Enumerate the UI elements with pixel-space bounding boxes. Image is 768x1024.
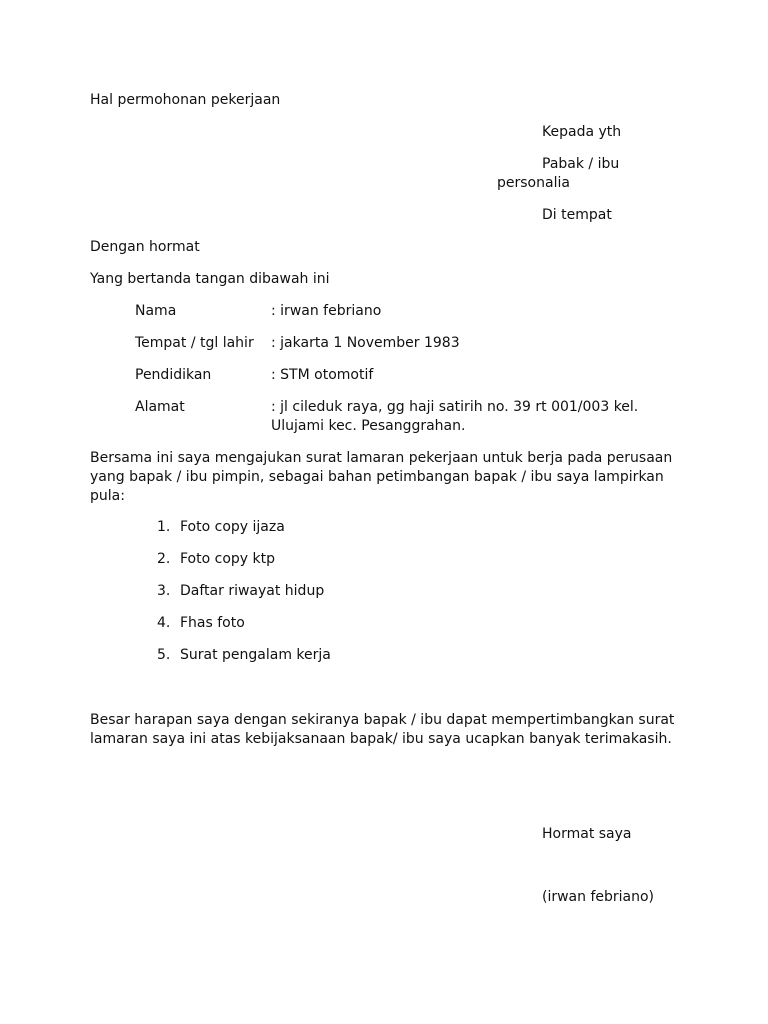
list-item: Foto copy ijaza — [180, 519, 285, 535]
body-paragraph-line: Bersama ini saya mengajukan surat lamaran pekerjaan untuk berja pada perusaan — [90, 450, 673, 466]
body-paragraph-line: pula: — [90, 488, 125, 504]
field-label-nama: Nama — [135, 303, 177, 319]
field-value-nama: : irwan febriano — [271, 303, 382, 319]
field-label-alamat: Alamat — [135, 399, 185, 415]
list-item-number: 3. — [157, 583, 171, 599]
recipient-line-ditempat: Di tempat — [542, 207, 612, 223]
closing-paragraph — [90, 711, 690, 749]
field-label-tempat-tgl-lahir: Tempat / tgl lahir — [135, 335, 254, 351]
list-item: Surat pengalam kerja — [180, 647, 331, 663]
list-item-number: 5. — [157, 647, 171, 663]
signoff: Hormat saya — [542, 826, 632, 842]
letter-subject: Hal permohonan pekerjaan — [90, 92, 281, 108]
salutation: Dengan hormat — [90, 239, 200, 255]
field-value-alamat: : jl cileduk raya, gg haji satirih no. 39 rt 001/003 kel. — [271, 399, 639, 415]
intro-line: Yang bertanda tangan dibawah ini — [90, 271, 330, 287]
field-value-tempat-tgl-lahir: : jakarta 1 November 1983 — [271, 335, 460, 351]
signature-name: (irwan febriano) — [542, 889, 655, 905]
closing-paragraph-line: Besar harapan saya dengan sekiranya bapak / ibu dapat mempertimbangkan surat — [90, 712, 675, 728]
field-value-pendidikan: : STM otomotif — [271, 367, 374, 383]
body-paragraph-line: yang bapak / ibu pimpin, sebagai bahan petimbangan bapak / ibu saya lampirkan — [90, 469, 664, 485]
list-item-number: 4. — [157, 615, 171, 631]
list-item: Daftar riwayat hidup — [180, 583, 325, 599]
list-item-number: 2. — [157, 551, 171, 567]
list-item-number: 1. — [157, 519, 171, 535]
recipient-line-pabak: Pabak / ibu — [542, 156, 620, 172]
body-paragraph — [90, 449, 690, 506]
recipient-line-personalia: personalia — [497, 175, 570, 191]
list-item: Foto copy ktp — [180, 551, 275, 567]
closing-paragraph-line: lamaran saya ini atas kebijaksanaan bapak/ ibu saya ucapkan banyak terimakasih. — [90, 731, 672, 747]
field-label-pendidikan: Pendidikan — [135, 367, 212, 383]
list-item: Fhas foto — [180, 615, 245, 631]
field-value-alamat-line2: Ulujami kec. Pesanggrahan. — [271, 418, 466, 434]
recipient-line-kepada: Kepada yth — [542, 124, 622, 140]
